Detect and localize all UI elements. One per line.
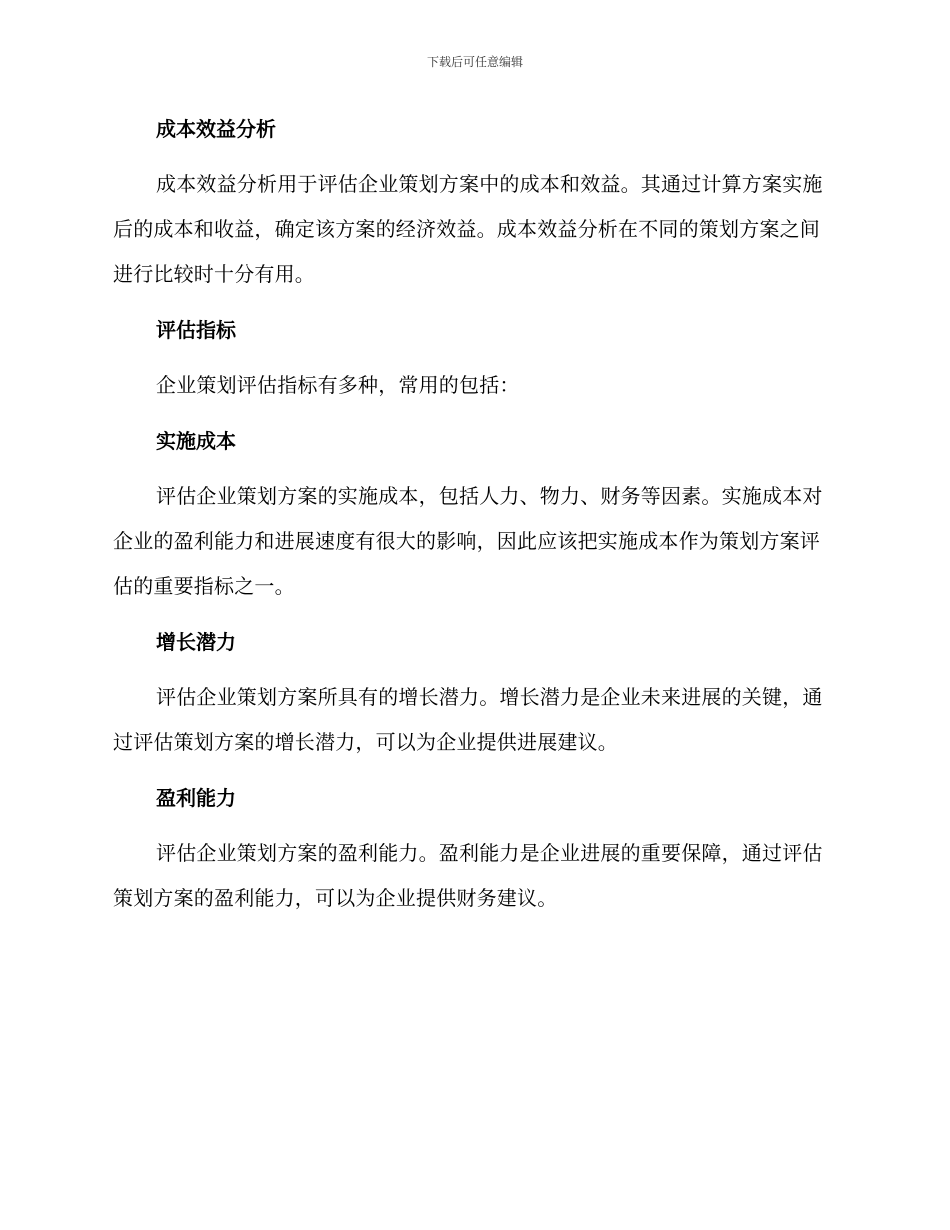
section-paragraph-evaluation-indicators: 企业策划评估指标有多种，常用的包括： — [156, 373, 520, 397]
section-paragraph-cost-benefit: 成本效益分析用于评估企业策划方案中的成本和效益。其通过计算方案实施后的成本和收益，确定该方案的经济效益。成本效益分析在不同的策划方案之间进行比较时十分有用。 — [113, 172, 823, 286]
section-heading-implementation-cost: 实施成本 — [156, 429, 236, 453]
page-header: 下载后可任意编辑 — [426, 55, 523, 69]
section-paragraph-profitability: 评估企业策划方案的盈利能力。盈利能力是企业进展的重要保障，通过评估策划方案的盈利能力，可以为企业提供财务建议。 — [113, 841, 823, 910]
section-heading-profitability: 盈利能力 — [156, 786, 236, 810]
section-paragraph-growth-potential: 评估企业策划方案所具有的增长潜力。增长潜力是企业未来进展的关键，通过评估策划方案的增长潜力，可以为企业提供进展建议。 — [113, 685, 823, 754]
document-body — [113, 113, 833, 921]
section-paragraph-implementation-cost: 评估企业策划方案的实施成本，包括人力、物力、财务等因素。实施成本对企业的盈利能力和进展速度有很大的影响，因此应该把实施成本作为策划方案评估的重要指标之一。 — [113, 484, 823, 598]
section-heading-cost-benefit: 成本效益分析 — [156, 117, 276, 141]
section-heading-growth-potential: 增长潜力 — [156, 630, 236, 654]
section-heading-evaluation-indicators: 评估指标 — [156, 318, 236, 342]
